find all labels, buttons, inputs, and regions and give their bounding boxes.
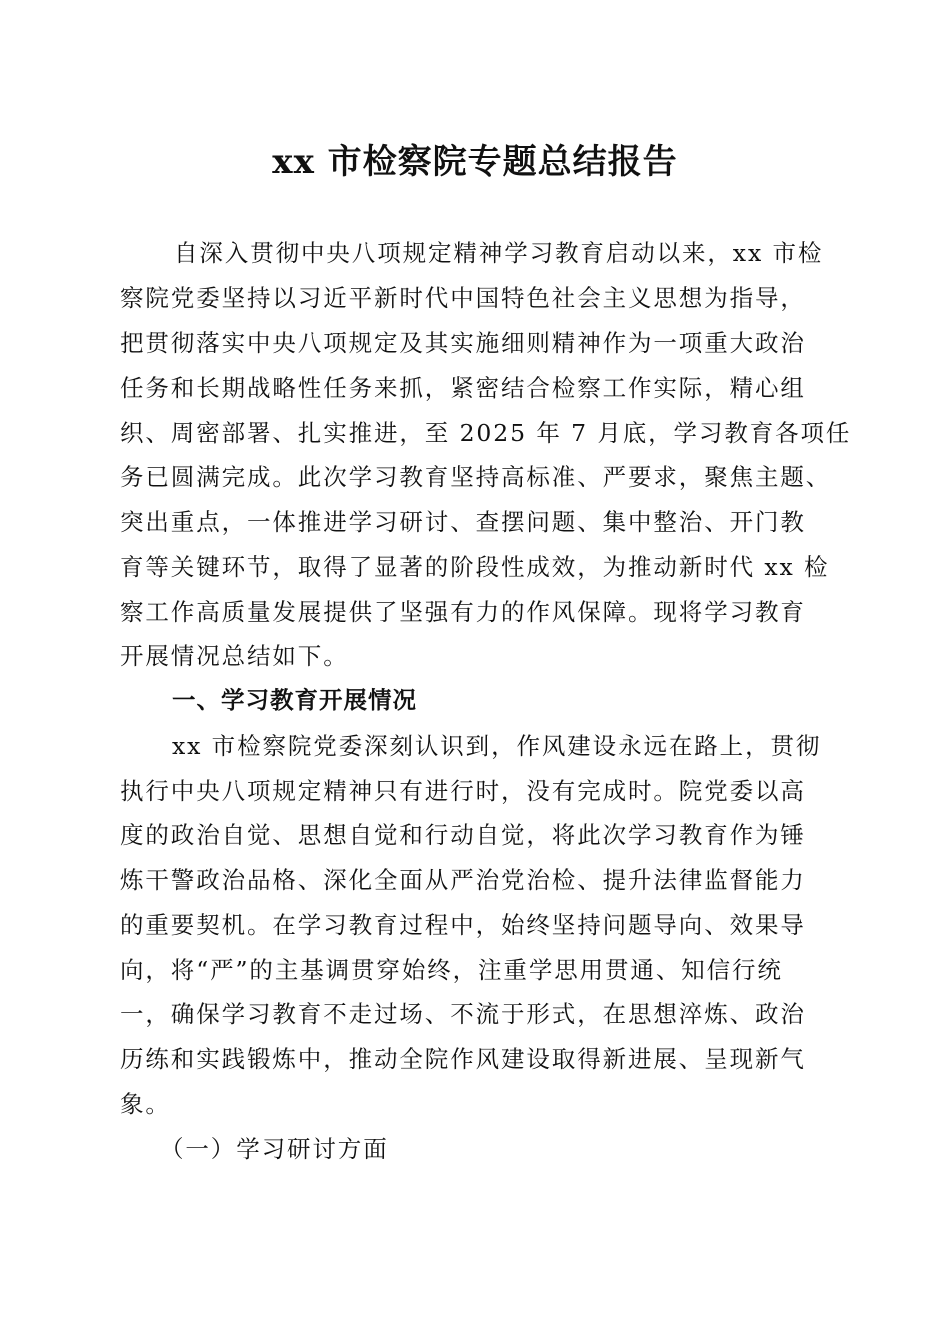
intro-line: 开展情况总结如下。: [120, 642, 349, 670]
intro-line: 务已圆满完成。此次学习教育坚持高标准、严要求，聚焦主题、: [120, 463, 832, 491]
intro-line: 察工作高质量发展提供了坚强有力的作风保障。现将学习教育: [120, 598, 806, 626]
intro-line: 任务和长期战略性任务来抓，紧密结合检察工作实际，精心组: [120, 374, 806, 402]
section-line: xx 市检察院党委深刻认识到，作风建设永远在路上，贯彻: [172, 732, 822, 760]
section-line: 象。: [120, 1090, 171, 1118]
section-line: 的重要契机。在学习教育过程中，始终坚持问题导向、效果导: [120, 911, 806, 939]
document-title: xx 市检察院专题总结报告: [272, 142, 678, 182]
section-line: 一，确保学习教育不走过场、不流于形式，在思想淬炼、政治: [120, 1000, 806, 1028]
section-line: 历练和实践锻炼中，推动全院作风建设取得新进展、呈现新气: [120, 1045, 806, 1073]
intro-line: 育等关键环节，取得了显著的阶段性成效，为推动新时代 xx 检: [120, 553, 830, 581]
intro-line: 察院党委坚持以习近平新时代中国特色社会主义思想为指导，: [120, 284, 806, 312]
section-line: 度的政治自觉、思想自觉和行动自觉，将此次学习教育作为锤: [120, 821, 806, 849]
intro-line: 自深入贯彻中央八项规定精神学习教育启动以来，xx 市检: [174, 239, 824, 267]
section-line: 向，将“严”的主基调贯穿始终，注重学思用贯通、知信行统: [120, 956, 783, 984]
intro-line: 突出重点，一体推进学习研讨、查摆问题、集中整治、开门教: [120, 508, 806, 536]
intro-line: 把贯彻落实中央八项规定及其实施细则精神作为一项重大政治: [120, 329, 806, 357]
intro-line: 织、周密部署、扎实推进，至 2025 年 7 月底，学习教育各项任: [120, 419, 852, 447]
section-line: 炼干警政治品格、深化全面从严治党治检、提升法律监督能力: [120, 866, 806, 894]
section-heading: 一、学习教育开展情况: [172, 686, 417, 714]
section-line: 执行中央八项规定精神只有进行时，没有完成时。院党委以高: [120, 777, 806, 805]
subsection-heading: （一）学习研讨方面: [160, 1135, 389, 1163]
